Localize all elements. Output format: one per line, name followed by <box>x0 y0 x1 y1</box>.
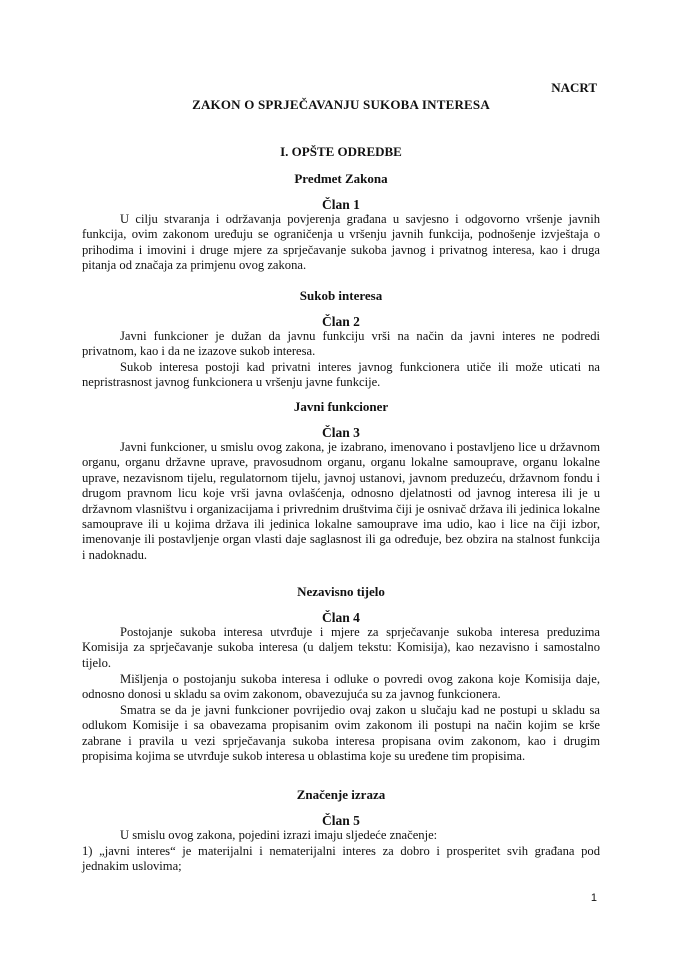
section-heading-tijelo: Nezavisno tijelo <box>297 584 385 599</box>
article-5-paragraph-1: U smislu ovog zakona, pojedini izrazi imaju sljedeće značenje: <box>120 828 438 842</box>
article-1-title: Član 1 <box>322 197 360 212</box>
article-5-title: Član 5 <box>322 813 360 828</box>
article-1-paragraph-1: U cilju stvaranja i održavanja povjerenja građana u savjesno i odgovorno vršenje javnih funkcija, ovim zakonom uređuju se ograničenja u vršenju javnih funkcija, podnošenje izvještaja o prihodima i imovini i druge mjere za sprječavanje sukoba javnog i privatnog interesa, kao i druga pitanja od značaja za primjenu ovog zakona. <box>82 212 600 273</box>
article-3-paragraph-1: Javni funkcioner, u smislu ovog zakona, je izabrano, imenovano i postavljeno lice u državnom organu, organu državne uprave, pravosudnom organu, organu lokalne samouprave, organu lokalne uprave, nezavisnom tijelu, regulatornom tijelu, javnoj ustanovi, javnom preduzeću, državnom fondu i drugom pravnom licu koje vrši javna ovlašćenja, odnosno djelatnosti od javnog interesa ili je u državnom vlasništvu i organizacijama i privrednim društvima čiji je osnivač država ili jedinica lokalne samouprave ili u kojima država ili jedinica lokalne samouprave ima udio, kao i lice na čiji izbor, imenovanje ili postavljenje organ vlasti daje saglasnost ili ga određuje, bez obzira na stalnost funkcija i nadoknadu. <box>82 440 600 562</box>
law-title: ZAKON O SPRJEČAVANJU SUKOBA INTERESA <box>192 97 490 112</box>
section-heading-predmet: Predmet Zakona <box>294 171 388 186</box>
article-2-paragraph-1: Javni funkcioner je dužan da javnu funkciju vrši na način da javni interes ne podredi privatnom, kao i da ne izazove sukob interesa. <box>82 329 600 359</box>
section-heading-funkcioner: Javni funkcioner <box>293 399 389 414</box>
chapter-title: I. OPŠTE ODREDBE <box>280 144 402 159</box>
article-2-title: Član 2 <box>322 314 360 329</box>
article-4-paragraph-2: Mišljenja o postojanju sukoba interesa i odluke o povredi ovog zakona koje Komisija daje, odnosno donosi u skladu sa ovim zakonom, obavezujuća su za javnog funkcionera. <box>82 672 600 702</box>
article-2-paragraph-2: Sukob interesa postoji kad privatni interes javnog funkcionera utiče ili može uticati na nepristrasnost javnog funkcionera u vršenju javne funkcije. <box>82 360 600 390</box>
article-4-paragraph-3: Smatra se da je javni funkcioner povrijedio ovaj zakon u slučaju kad ne postupi u skladu sa odlukom Komisije i sa obavezama propisanim ovim zakonom ili postupi na način kojim se krše zabrane i pravila u vezi sprječavanja sukoba interesa propisana ovim zakonom, kao i drugim propisima kojima se utvrđuje sukob interesa u oblastima koje su uređene tim propisima. <box>82 703 600 764</box>
section-heading-sukob: Sukob interesa <box>299 288 383 303</box>
article-4-title: Član 4 <box>322 610 360 625</box>
draft-label: NACRT <box>551 80 597 95</box>
article-4-paragraph-1: Postojanje sukoba interesa utvrđuje i mjere za sprječavanje sukoba interesa preduzima Komisija za sprječavanje sukoba interesa (u daljem tekstu: Komisija), kao nezavisno i samostalno tijelo. <box>82 625 600 670</box>
article-3-title: Član 3 <box>322 425 360 440</box>
article-5-item-1: 1) „javni interes“ je materijalni i nematerijalni interes za dobro i prosperitet svih građana pod jednakim uslovima; <box>82 844 600 874</box>
section-heading-izrazi: Značenje izraza <box>296 787 386 802</box>
page-number: 1 <box>590 892 597 904</box>
